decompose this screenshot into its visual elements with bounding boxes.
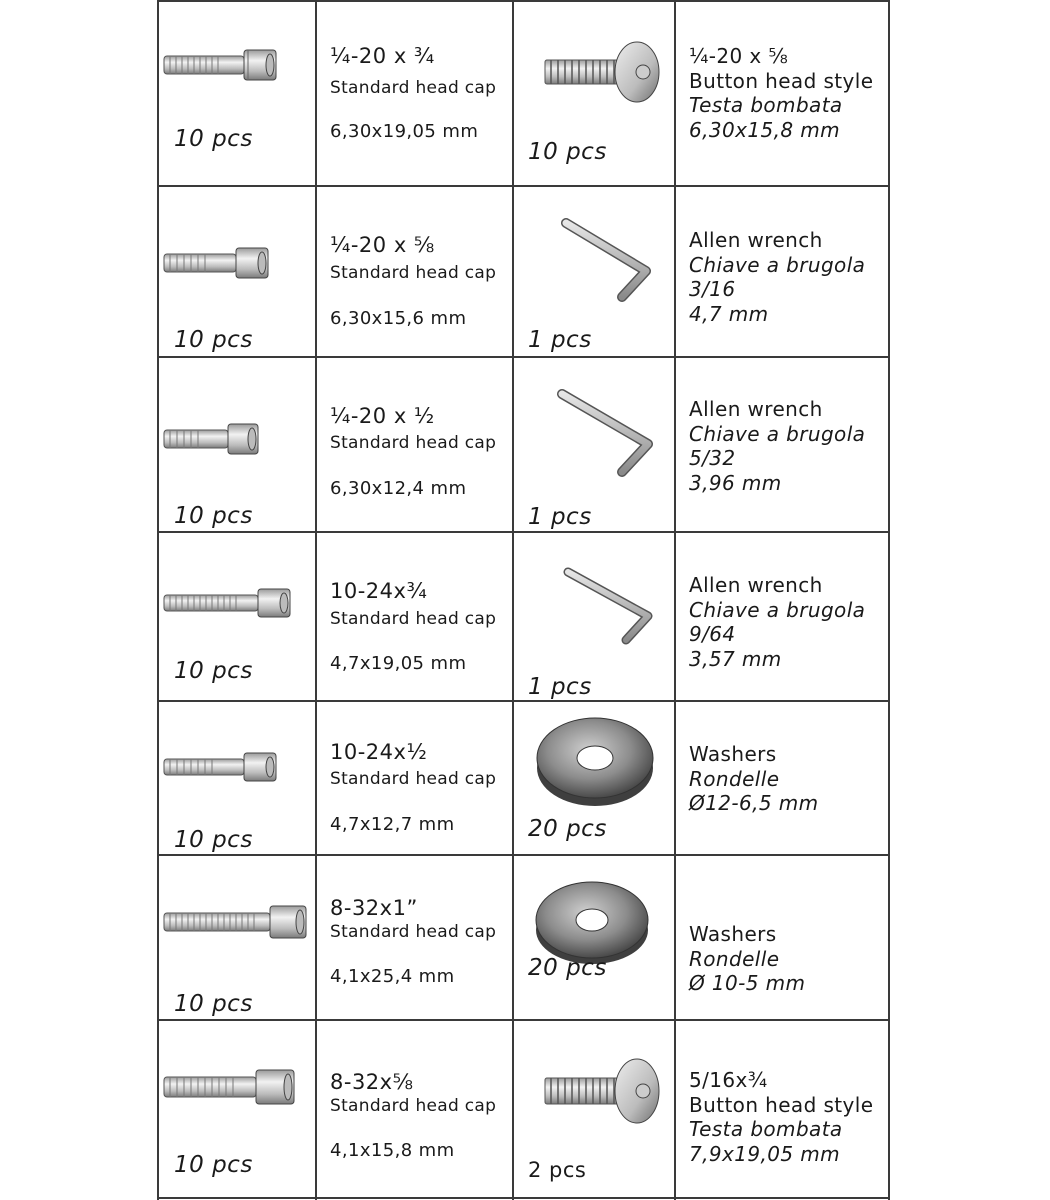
head-type-label: Standard head cap bbox=[330, 78, 497, 98]
item-title: Allen wrench bbox=[689, 228, 823, 252]
button-head-screw-icon bbox=[543, 1057, 663, 1125]
cap-screw-icon bbox=[160, 45, 284, 87]
size-label: 5/32 bbox=[689, 446, 736, 470]
quantity-label: 20 pcs bbox=[528, 816, 607, 842]
cap-screw-icon bbox=[160, 419, 264, 461]
item-title: ¼-20 x ⅝ bbox=[689, 44, 789, 68]
size-label: 3/16 bbox=[689, 277, 736, 301]
size-label: 8-32x1” bbox=[330, 896, 418, 920]
size-label: ¼-20 x ¾ bbox=[330, 44, 435, 68]
quantity-label: 1 pcs bbox=[528, 504, 592, 530]
size-label: ¼-20 x ⅝ bbox=[330, 233, 435, 257]
italian-name: Rondelle bbox=[689, 766, 780, 791]
dimension-label: 3,57 mm bbox=[689, 646, 782, 671]
dimension-label: 4,1x15,8 mm bbox=[330, 1140, 455, 1161]
table-row bbox=[0, 356, 1050, 531]
dimension-label: 7,9x19,05 mm bbox=[689, 1141, 841, 1166]
quantity-label: 10 pcs bbox=[528, 139, 607, 165]
head-type-label: Standard head cap bbox=[330, 263, 497, 283]
dimension-label: 4,7x19,05 mm bbox=[330, 653, 467, 674]
italian-name: Chiave a brugola bbox=[689, 252, 866, 277]
quantity-label: 10 pcs bbox=[174, 327, 253, 353]
cap-screw-icon bbox=[160, 243, 274, 285]
head-type-label: Standard head cap bbox=[330, 769, 497, 789]
size-label: 10-24x¾ bbox=[330, 579, 428, 603]
italian-name: Testa bombata bbox=[689, 1117, 843, 1141]
allen-wrench-icon bbox=[562, 566, 660, 646]
item-description bbox=[689, 228, 865, 326]
italian-name: Chiave a brugola bbox=[689, 421, 866, 446]
quantity-label: 10 pcs bbox=[174, 126, 253, 152]
size-label: 8-32x⅝ bbox=[330, 1070, 414, 1094]
item-subtitle: Button head style bbox=[689, 1092, 874, 1117]
item-description bbox=[689, 573, 865, 671]
quantity-label: 10 pcs bbox=[174, 503, 253, 529]
quantity-label: 10 pcs bbox=[174, 991, 253, 1017]
quantity-label: 20 pcs bbox=[528, 955, 607, 981]
table-row bbox=[0, 700, 1050, 854]
item-title: Washers bbox=[689, 922, 777, 946]
table-row bbox=[0, 1019, 1050, 1197]
allen-wrench-icon bbox=[560, 215, 660, 305]
dimension-label: 4,7 mm bbox=[689, 301, 769, 326]
item-subtitle: Button head style bbox=[689, 68, 874, 93]
head-type-label: Standard head cap bbox=[330, 609, 497, 629]
table-row bbox=[0, 854, 1050, 1019]
size-label: ¼-20 x ½ bbox=[330, 404, 435, 428]
item-description bbox=[689, 922, 805, 996]
table-row bbox=[0, 185, 1050, 356]
dimension-label: Ø12-6,5 mm bbox=[689, 791, 819, 815]
dimension-label: 4,1x25,4 mm bbox=[330, 966, 455, 987]
italian-name: Rondelle bbox=[689, 946, 780, 971]
cap-screw-icon bbox=[160, 747, 284, 789]
quantity-label: 10 pcs bbox=[174, 1152, 253, 1178]
quantity-label: 1 pcs bbox=[528, 674, 592, 700]
dimension-label: 6,30x15,6 mm bbox=[330, 308, 467, 329]
quantity-label: 2 pcs bbox=[528, 1158, 587, 1182]
item-description bbox=[689, 397, 865, 495]
quantity-label: 10 pcs bbox=[174, 827, 253, 853]
grid-line bbox=[158, 1197, 890, 1199]
washer-icon bbox=[534, 712, 656, 810]
table-row bbox=[0, 531, 1050, 700]
head-type-label: Standard head cap bbox=[330, 1096, 497, 1116]
quantity-label: 1 pcs bbox=[528, 327, 592, 353]
head-type-label: Standard head cap bbox=[330, 922, 497, 942]
size-label: 10-24x½ bbox=[330, 740, 428, 764]
head-type-label: Standard head cap bbox=[330, 433, 497, 453]
dimension-label: 4,7x12,7 mm bbox=[330, 814, 455, 835]
item-title: Allen wrench bbox=[689, 573, 823, 597]
cap-screw-icon bbox=[160, 1064, 300, 1110]
item-title: Allen wrench bbox=[689, 397, 823, 421]
dimension-label: 6,30x19,05 mm bbox=[330, 121, 479, 142]
item-title: Washers bbox=[689, 742, 777, 766]
item-title: 5/16x¾ bbox=[689, 1068, 768, 1092]
allen-wrench-icon bbox=[556, 386, 660, 478]
dimension-label: 3,96 mm bbox=[689, 470, 782, 495]
italian-name: Chiave a brugola bbox=[689, 597, 866, 622]
item-description bbox=[689, 742, 819, 816]
size-label: 9/64 bbox=[689, 622, 736, 646]
cap-screw-icon bbox=[160, 583, 298, 625]
dimension-label: 6,30x15,8 mm bbox=[689, 117, 841, 142]
italian-name: Testa bombata bbox=[689, 93, 843, 117]
item-description bbox=[689, 1068, 873, 1166]
button-head-screw-icon bbox=[543, 40, 663, 104]
quantity-label: 10 pcs bbox=[174, 658, 253, 684]
cap-screw-icon bbox=[160, 901, 312, 943]
item-description bbox=[689, 44, 873, 142]
dimension-label: 6,30x12,4 mm bbox=[330, 478, 467, 499]
table-row bbox=[0, 0, 1050, 185]
dimension-label: Ø 10-5 mm bbox=[689, 971, 806, 995]
